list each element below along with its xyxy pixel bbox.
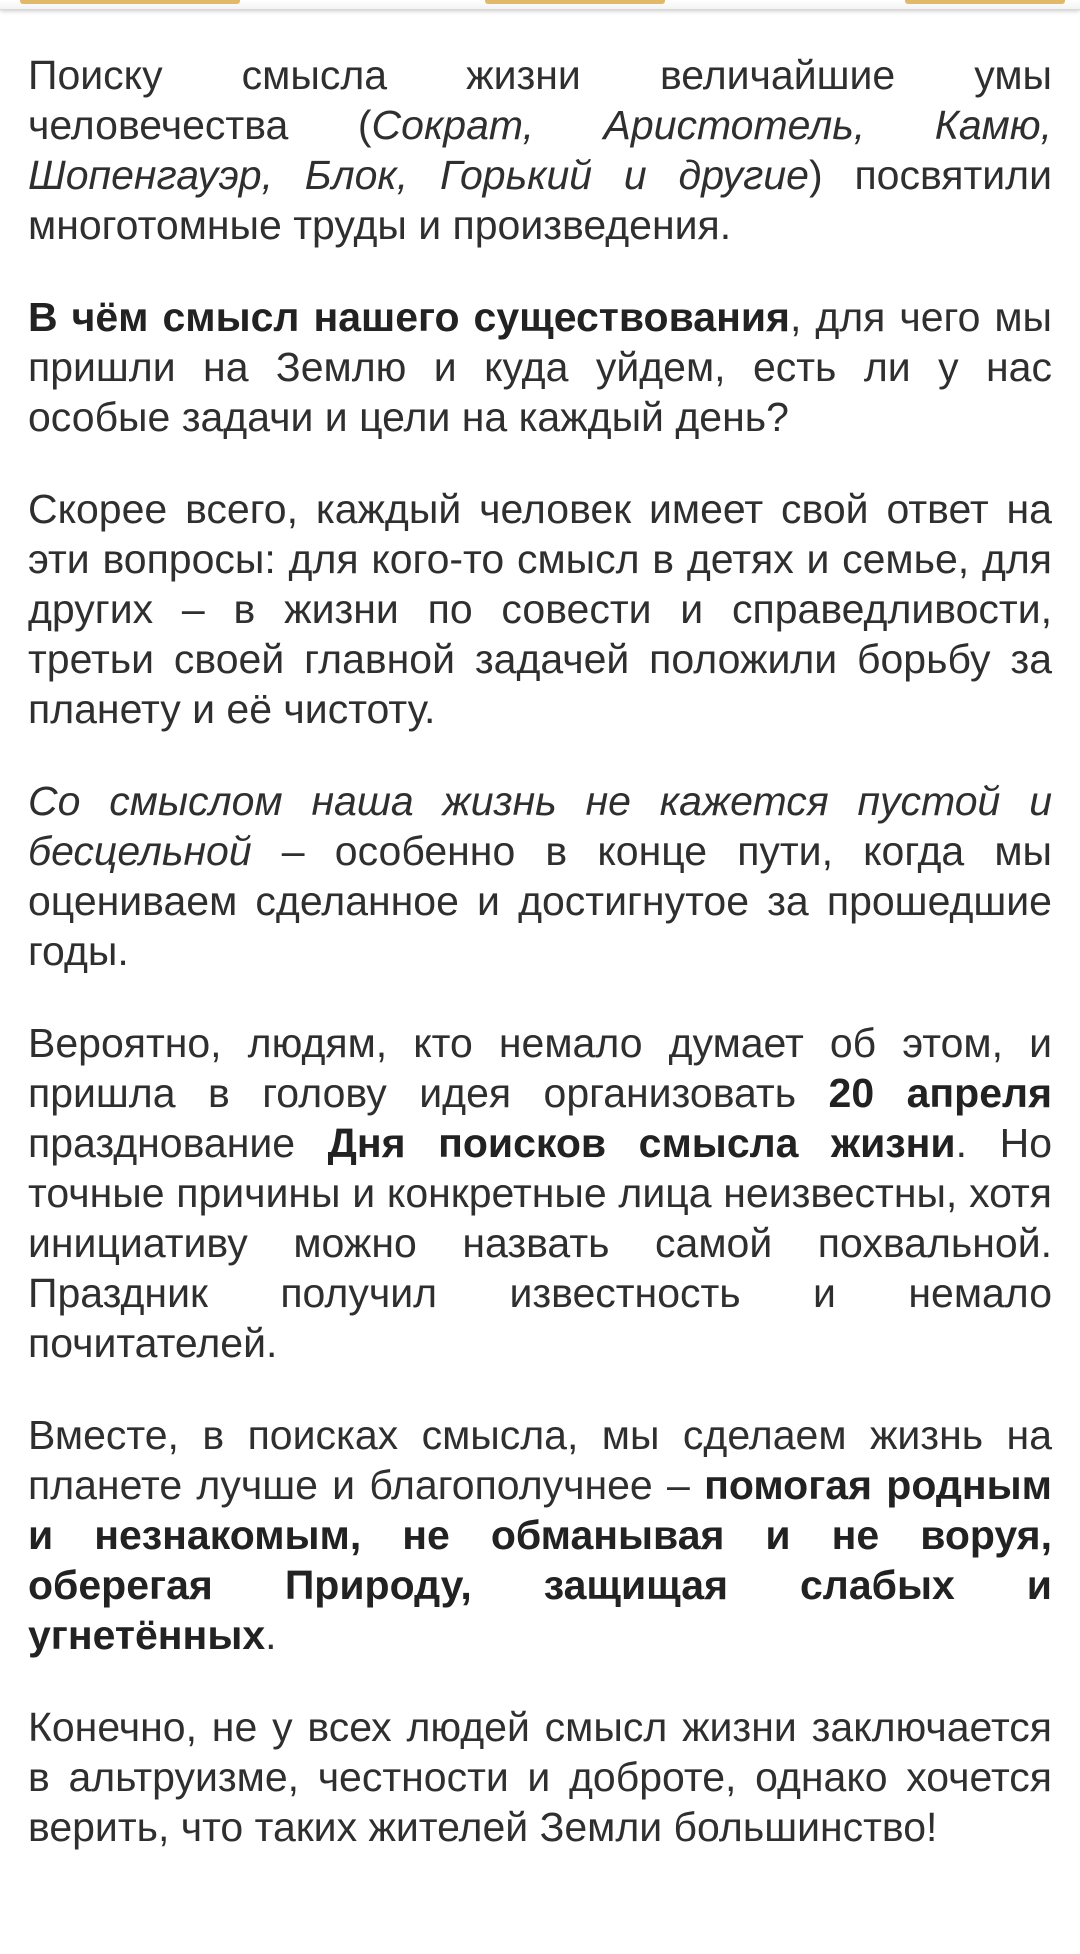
philosophers-list: Сократ, Аристотель, Камю, Шопенгауэр, Блок, Горький и другие (28, 102, 1053, 198)
paragraph-5 (28, 1018, 1052, 1368)
paragraph-text: – особенно в конце пути, когда мы оцениваем сделанное и достигнутое за прошедшие годы. (28, 828, 1052, 974)
paragraph-1 (28, 50, 1052, 250)
paragraph-text: Вероятно, людям, кто немало думает об этом, и пришла в голову идея организовать (28, 1020, 1052, 1116)
top-tab-indicator[interactable] (905, 0, 1065, 4)
holiday-name: Дня поисков смысла жизни (327, 1120, 956, 1166)
bold-phrase: В чём смысл нашего существования (28, 294, 790, 340)
top-tab-indicator[interactable] (20, 0, 240, 4)
paragraph-text: ) посвятили многотомные труды и произведения. (28, 152, 1053, 248)
paragraph-text: празднование (28, 1120, 328, 1166)
paragraph-6 (28, 1410, 1052, 1660)
paragraph-2 (28, 292, 1052, 442)
paragraph-text: Поиску смысла жизни величайшие умы человечества ( (28, 52, 1052, 148)
italic-phrase: Со смыслом наша жизнь не кажется пустой и бесцельной (28, 778, 1052, 874)
paragraph-4 (28, 776, 1052, 976)
paragraph-text: , для чего мы пришли на Землю и куда уйдем, есть ли у нас особые задачи и цели на каждый день? (28, 294, 1052, 440)
paragraph-text: Вместе, в поисках смысла, мы сделаем жизнь на планете лучше и благополучнее – (28, 1412, 1052, 1508)
holiday-date: 20 апреля (828, 1070, 1052, 1116)
bold-phrase: помогая родным и незнакомым, не обманывая и не воруя, оберегая Природу, защищая слабых и угнетённых (28, 1462, 1052, 1658)
top-tab-indicator[interactable] (485, 0, 665, 4)
paragraph-text: Конечно, не у всех людей смысл жизни заключается в альтруизме, честности и доброте, однако хочется верить, что таких жителей Земли большинство! (28, 1704, 1052, 1850)
paragraph-text: . (265, 1612, 277, 1658)
article-body (28, 50, 1052, 1852)
paragraph-7 (28, 1702, 1052, 1852)
paragraph-3 (28, 484, 1052, 734)
browser-top-bar (0, 0, 1080, 10)
paragraph-text: Скорее всего, каждый человек имеет свой ответ на эти вопросы: для кого-то смысл в детях и семье, для других – в жизни по совести и справедливости, третьи своей главной задачей положили борьбу за планету и её чистоту. (28, 486, 1052, 732)
paragraph-text: . Но точные причины и конкретные лица неизвестны, хотя инициативу можно назвать самой похвальной. Праздник получил известность и немало почитателей. (28, 1120, 1052, 1366)
